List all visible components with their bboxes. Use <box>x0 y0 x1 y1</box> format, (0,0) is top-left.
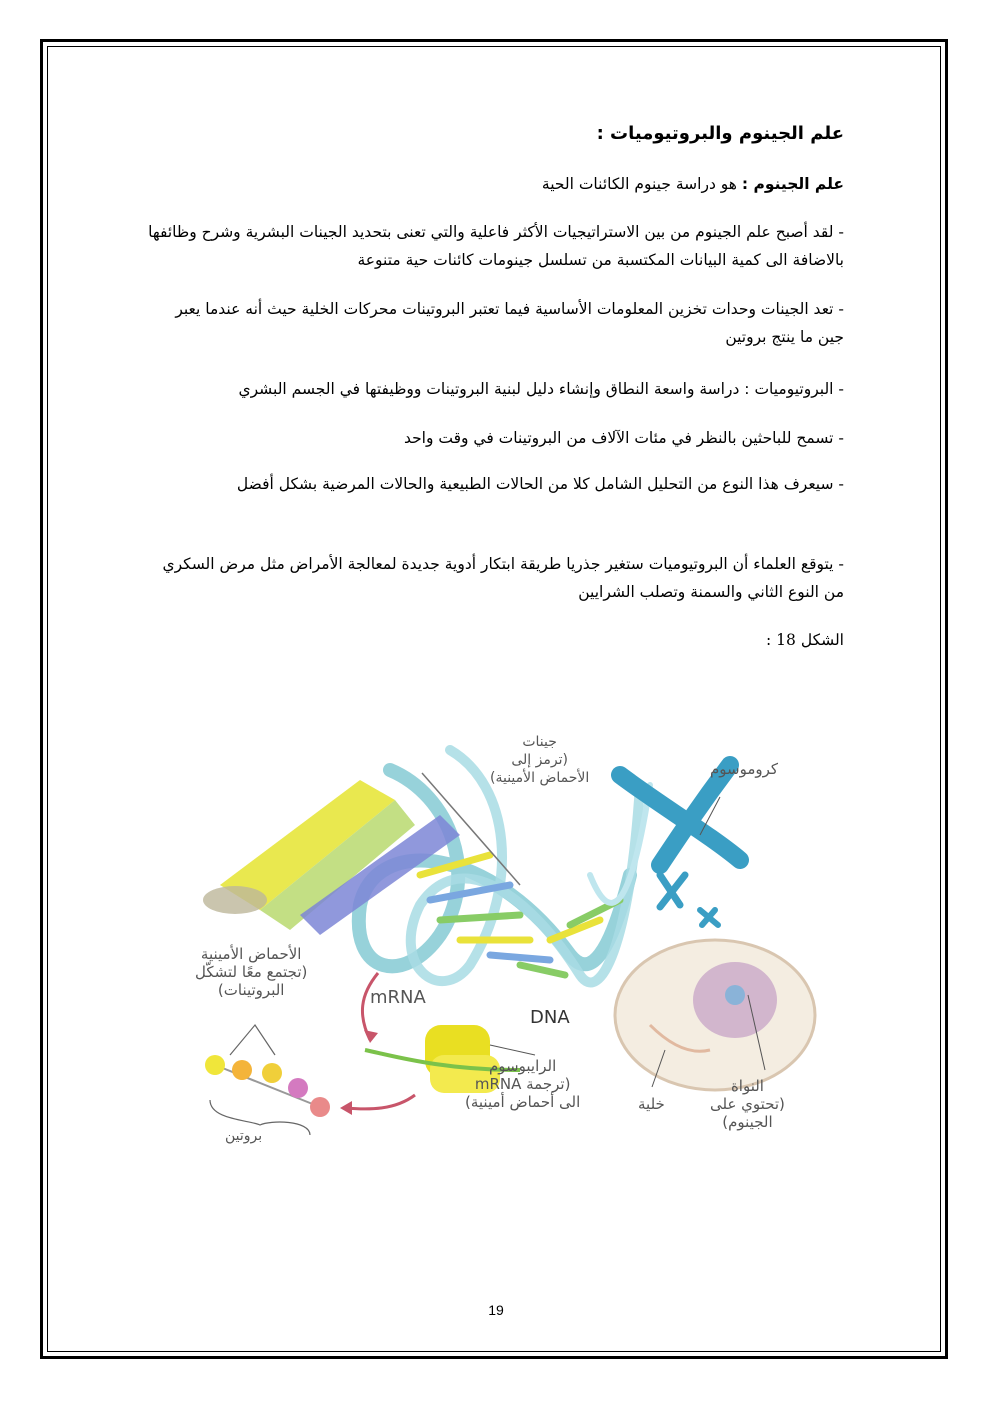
label-ribosome <box>465 1057 580 1111</box>
label-mrna: mRNA <box>370 987 426 1008</box>
paragraph-1: - لقد أصبح علم الجينوم من بين الاستراتيجيات الأكثر فاعلية والتي تعنى بتحديد الجينات البشرية وشرح وظائفها بالاضافة الى كمية البيانات المكتسبة من تسلسل جينومات كائنات حية متنوعة <box>148 223 844 269</box>
figure-caption: الشكل 18 : <box>766 631 844 649</box>
amino-sub2: البروتينات) <box>217 981 285 999</box>
genome-definition <box>542 170 844 198</box>
amino-acid-chain <box>205 1025 330 1117</box>
label-nucleus <box>710 1077 785 1131</box>
document-body <box>148 118 844 649</box>
genes-sub1: (ترمز إلى <box>511 752 568 768</box>
page-number: 19 <box>488 1302 504 1318</box>
genome-figure <box>190 725 830 1185</box>
label-cell: خلية <box>638 1095 665 1113</box>
ribosome-sub1: (ترجمة mRNA <box>474 1075 571 1093</box>
label-genes <box>490 733 589 787</box>
genes-sub2: الأحماض الأمينية) <box>490 770 590 786</box>
ribosome-sub2: الى أحماض أمينية) <box>465 1093 581 1111</box>
label-protein: بروتين <box>225 1128 263 1144</box>
paragraph-6: - يتوقع العلماء أن البروتيوميات ستغير جذريا طريقة ابتكار أدوية جديدة لمعالجة الأمراض مثل مرض السكري من النوع الثاني والسمنة وتصلب الشرايين <box>162 555 844 601</box>
nucleus-text: النواة <box>730 1077 764 1095</box>
nucleus-sub2: الجينوم) <box>722 1113 773 1131</box>
definition-term: علم الجينوم : <box>741 175 844 193</box>
label-chromosome: كروموسوم <box>710 760 779 778</box>
amino-text: الأحماض الأمينية <box>200 945 302 963</box>
definition-text: هو دراسة جينوم الكائنات الحية <box>541 175 742 193</box>
section-title: علم الجينوم والبروتيوميات : <box>596 123 844 144</box>
label-amino-acids <box>195 945 307 999</box>
cell-icon <box>615 940 815 1090</box>
protein-arrow <box>345 1095 415 1109</box>
nucleus-sub1: (تحتوي على <box>710 1095 785 1113</box>
paragraph-2: - تعد الجينات وحدات تخزين المعلومات الأساسية فيما تعتبر البروتينات محركات الخلية حيث أنه عندما يعبر جين ما ينتج بروتين <box>175 300 844 346</box>
paragraph-4: - تسمح للباحثين بالنظر في مئات الآلاف من البروتينات في وقت واحد <box>403 429 844 447</box>
paragraph-5: - سيعرف هذا النوع من التحليل الشامل كلا من الحالات الطبيعية والحالات المرضية بشكل أفضل <box>236 475 844 493</box>
label-dna: DNA <box>530 1007 570 1028</box>
genes-text: جينات <box>522 734 557 750</box>
amino-sub1: (تجتمع معًا لتشكّل <box>195 963 308 981</box>
ribosome-text: الرايبوسوم <box>489 1057 557 1075</box>
paragraph-3: - البروتيوميات : دراسة واسعة النطاق وإنشاء دليل لبنية البروتينات ووظيفتها في الجسم البشري <box>238 380 844 398</box>
